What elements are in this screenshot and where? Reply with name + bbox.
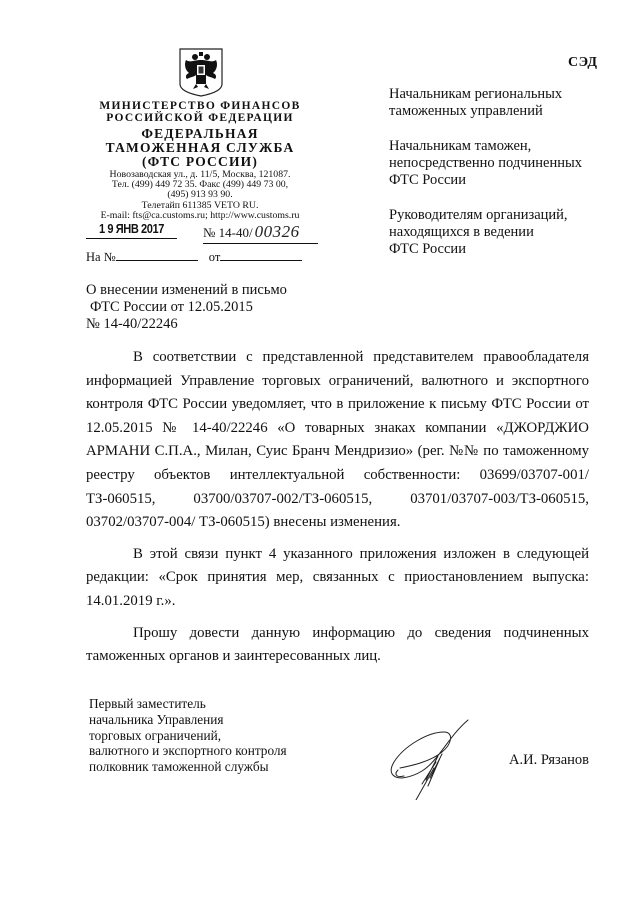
body-paragraph: В соответствии с представленной представителем правообладателя информацией Управление торговых ограничений, валютного и экспортного контроля ФТС России уведомляет, что в приложение к письму ФТС России от 12.05.2015 № 14-40/22246 «О товарных знаках компании «ДЖОРДЖИО АРМАНИ С.П.А., Милан, Суис Бранч Мендризио» (рег. №№ по таможенному реестру объектов интеллектуальной собственности: 03699/03707-001/ТЗ-060515, 03700/03707-002/ТЗ-060515, 03701/03707-003/ТЗ-060515, 03702/03707-004/ ТЗ-060515) внесены изменения.	[86, 349, 589, 531]
recipient	[389, 138, 629, 189]
recipient-line: Начальникам таможен,	[389, 138, 532, 154]
recipients-block	[389, 86, 629, 276]
title-line: торговых ограничений,	[89, 727, 222, 743]
outgoing-number	[203, 222, 318, 244]
address-line: Новозаводская ул., д. 11/5, Москва, 121087.	[109, 169, 291, 180]
date-stamp: 1 9 ЯНВ 2017	[86, 221, 177, 239]
subject-line: № 14-40/22246	[86, 316, 178, 332]
reference-from-label: от	[208, 250, 221, 264]
letter-subject	[86, 282, 326, 333]
registration-line	[86, 221, 326, 241]
recipient-line: ФТС России	[389, 241, 466, 257]
title-line: валютного и экспортного контроля	[89, 743, 287, 759]
sed-mark: СЭД	[568, 55, 598, 70]
service-line-3: (ФТС РОССИИ)	[141, 154, 259, 169]
phone-line: (495) 913 93 90.	[167, 189, 233, 201]
title-line: полковник таможенной службы	[89, 759, 269, 775]
contact-block	[80, 170, 320, 221]
service-line-1: ФЕДЕРАЛЬНАЯ	[141, 126, 259, 141]
teletype-line: Телетайп 611385 VETO RU.	[141, 199, 259, 211]
reference-number-blank	[116, 260, 198, 261]
signer-name: А.И. Рязанов	[509, 752, 590, 768]
reference-date-blank	[220, 260, 302, 261]
ministry-line-2: РОССИЙСКОЙ ФЕДЕРАЦИИ	[106, 112, 294, 124]
ministry-name	[86, 100, 314, 124]
letter-body	[86, 346, 589, 669]
recipient-line: Начальникам региональных	[389, 86, 563, 102]
coat-of-arms-icon	[176, 46, 226, 98]
signatory-title	[89, 696, 329, 775]
recipient-line: ФТС России	[389, 172, 466, 188]
recipient-line: непосредственно подчиненных	[389, 155, 582, 171]
recipient-line: Руководителям организаций,	[389, 207, 568, 223]
recipient-line: находящихся в ведении	[389, 224, 534, 240]
body-paragraph: В этой связи пункт 4 указанного приложения изложен в следующей редакции: «Срок принятия мер, связанных с приостановлением выпуска: 14.01.2019 г.».	[86, 545, 589, 609]
phone-fax-line: Тел. (499) 449 72 35. Факс (499) 449 73 00,	[111, 179, 289, 191]
title-line: начальника Управления	[89, 711, 224, 727]
subject-line: О внесении изменений в письмо	[86, 282, 287, 298]
reference-to-label: На №	[86, 250, 116, 264]
body-paragraph: Прошу довести данную информацию до сведения подчиненных таможенных органов и заинтересованных лиц.	[86, 624, 589, 665]
recipient-line: таможенных управлений	[389, 103, 543, 119]
service-line-2: ТАМОЖЕННАЯ СЛУЖБА	[105, 140, 295, 155]
email-web-line: E-mail: fts@ca.customs.ru; http://www.customs.ru	[100, 209, 300, 221]
subject-line: ФТС России от 12.05.2015	[90, 299, 253, 315]
recipient	[389, 86, 629, 120]
number-prefix: № 14-40/	[203, 225, 253, 240]
handwritten-signature-icon	[384, 718, 474, 800]
reference-line	[86, 250, 316, 265]
ministry-line-1: МИНИСТЕРСТВО ФИНАНСОВ	[99, 100, 301, 112]
title-line: Первый заместитель	[89, 696, 206, 711]
number-handwritten: 00326	[254, 222, 300, 241]
service-name	[86, 127, 314, 169]
recipient	[389, 207, 629, 258]
